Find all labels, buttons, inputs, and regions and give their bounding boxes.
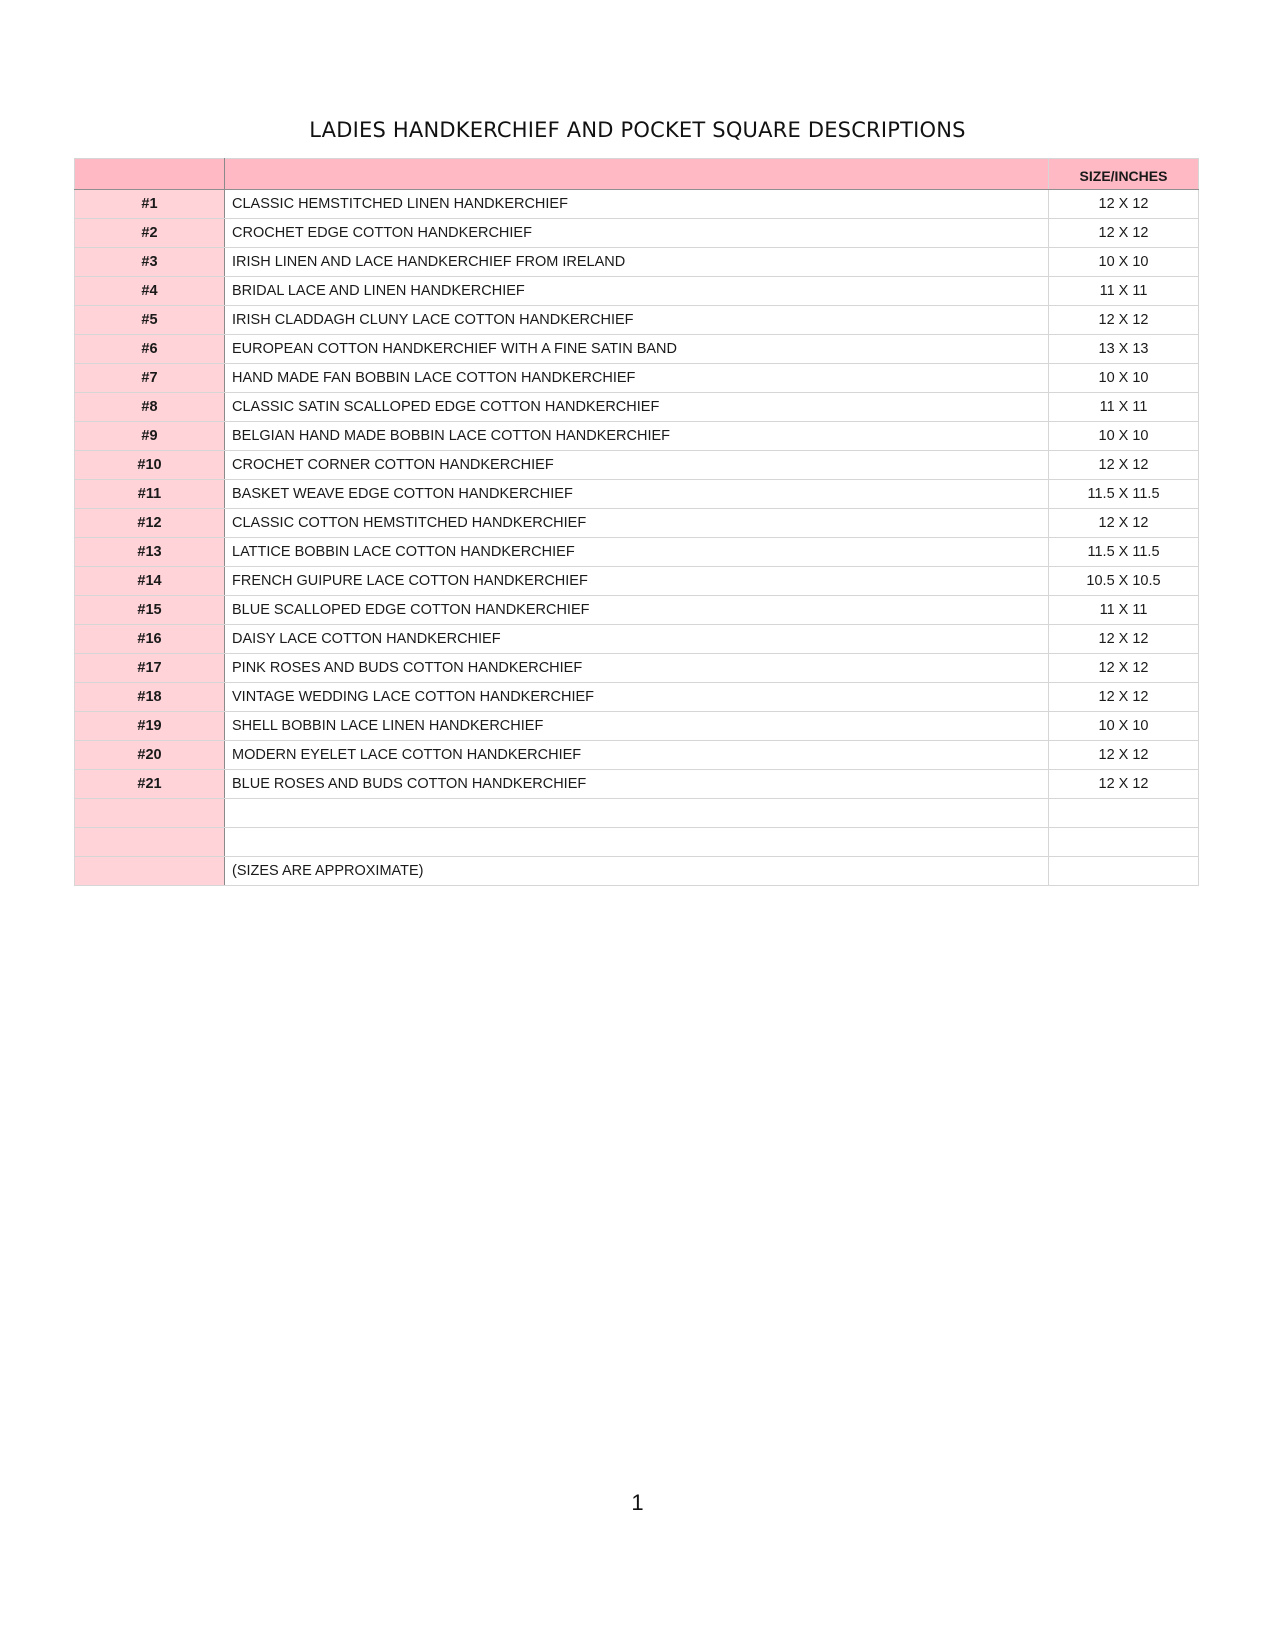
table-row [75,393,1199,422]
item-size-cell: 10 X 10 [1049,248,1199,277]
table-row [75,422,1199,451]
table-row [75,596,1199,625]
table-row [75,567,1199,596]
item-number-cell: #2 [75,219,225,248]
table-header [75,159,1199,190]
item-number-cell: #12 [75,509,225,538]
item-number-cell: #16 [75,625,225,654]
item-size-cell: 10 X 10 [1049,422,1199,451]
item-description-cell: BLUE SCALLOPED EDGE COTTON HANDKERCHIEF [225,596,1049,625]
item-description-cell: IRISH LINEN AND LACE HANDKERCHIEF FROM IRELAND [225,248,1049,277]
item-description-cell: LATTICE BOBBIN LACE COTTON HANDKERCHIEF [225,538,1049,567]
item-number-cell: #21 [75,770,225,799]
table-row [75,654,1199,683]
item-number-cell: #7 [75,364,225,393]
item-description-cell: BASKET WEAVE EDGE COTTON HANDKERCHIEF [225,480,1049,509]
table-row [75,770,1199,799]
item-number-cell: #19 [75,712,225,741]
item-description-cell: DAISY LACE COTTON HANDKERCHIEF [225,625,1049,654]
item-description-cell [225,799,1049,828]
item-description-cell: CLASSIC COTTON HEMSTITCHED HANDKERCHIEF [225,509,1049,538]
item-number-cell: #15 [75,596,225,625]
table-row [75,712,1199,741]
item-size-cell [1049,857,1199,886]
item-size-cell: 10 X 10 [1049,712,1199,741]
item-description-cell: BLUE ROSES AND BUDS COTTON HANDKERCHIEF [225,770,1049,799]
item-size-cell: 12 X 12 [1049,654,1199,683]
item-description-cell: IRISH CLADDAGH CLUNY LACE COTTON HANDKERCHIEF [225,306,1049,335]
item-number-cell [75,857,225,886]
table-row [75,306,1199,335]
item-description-cell [225,828,1049,857]
item-number-cell: #4 [75,277,225,306]
item-number-cell: #11 [75,480,225,509]
item-description-cell: BELGIAN HAND MADE BOBBIN LACE COTTON HANDKERCHIEF [225,422,1049,451]
item-number-cell: #5 [75,306,225,335]
table-row [75,828,1199,857]
table-body [75,190,1199,886]
item-description-cell: CLASSIC HEMSTITCHED LINEN HANDKERCHIEF [225,190,1049,219]
item-description-cell: EUROPEAN COTTON HANDKERCHIEF WITH A FINE SATIN BAND [225,335,1049,364]
handkerchief-table [74,158,1199,886]
item-size-cell: 12 X 12 [1049,219,1199,248]
item-size-cell: 12 X 12 [1049,306,1199,335]
item-size-cell: 11 X 11 [1049,393,1199,422]
item-size-cell: 11.5 X 11.5 [1049,538,1199,567]
item-description-cell: HAND MADE FAN BOBBIN LACE COTTON HANDKERCHIEF [225,364,1049,393]
page-number: 1 [631,1490,644,1515]
item-description-cell: VINTAGE WEDDING LACE COTTON HANDKERCHIEF [225,683,1049,712]
table-row [75,364,1199,393]
item-number-cell: #18 [75,683,225,712]
item-number-cell: #8 [75,393,225,422]
item-size-cell: 12 X 12 [1049,190,1199,219]
item-size-cell: 10 X 10 [1049,364,1199,393]
item-size-cell: 12 X 12 [1049,683,1199,712]
table-row [75,335,1199,364]
item-size-cell: 12 X 12 [1049,509,1199,538]
table-row [75,277,1199,306]
item-description-cell: CROCHET CORNER COTTON HANDKERCHIEF [225,451,1049,480]
table-row [75,857,1199,886]
item-size-cell [1049,799,1199,828]
item-size-cell [1049,828,1199,857]
item-size-cell: 11 X 11 [1049,277,1199,306]
header-description-cell [225,159,1049,190]
item-description-cell: SHELL BOBBIN LACE LINEN HANDKERCHIEF [225,712,1049,741]
header-number-cell [75,159,225,190]
item-size-cell: 12 X 12 [1049,625,1199,654]
item-size-cell: 12 X 12 [1049,451,1199,480]
item-number-cell: #20 [75,741,225,770]
item-number-cell: #9 [75,422,225,451]
header-row [75,159,1199,190]
item-size-cell: 11 X 11 [1049,596,1199,625]
item-description-cell: (SIZES ARE APPROXIMATE) [225,857,1049,886]
table-row [75,741,1199,770]
header-size-cell: SIZE/INCHES [1049,159,1199,190]
table-row [75,683,1199,712]
item-number-cell [75,828,225,857]
item-number-cell: #17 [75,654,225,683]
item-number-cell [75,799,225,828]
table-row [75,538,1199,567]
table-row [75,190,1199,219]
table-row [75,625,1199,654]
table-row [75,799,1199,828]
item-description-cell: BRIDAL LACE AND LINEN HANDKERCHIEF [225,277,1049,306]
item-number-cell: #6 [75,335,225,364]
item-number-cell: #1 [75,190,225,219]
table-row [75,451,1199,480]
table-row [75,480,1199,509]
table-row [75,219,1199,248]
item-description-cell: MODERN EYELET LACE COTTON HANDKERCHIEF [225,741,1049,770]
item-size-cell: 11.5 X 11.5 [1049,480,1199,509]
table-row [75,248,1199,277]
item-size-cell: 12 X 12 [1049,741,1199,770]
item-number-cell: #13 [75,538,225,567]
item-description-cell: CLASSIC SATIN SCALLOPED EDGE COTTON HANDKERCHIEF [225,393,1049,422]
item-number-cell: #10 [75,451,225,480]
item-number-cell: #3 [75,248,225,277]
item-description-cell: CROCHET EDGE COTTON HANDKERCHIEF [225,219,1049,248]
item-description-cell: FRENCH GUIPURE LACE COTTON HANDKERCHIEF [225,567,1049,596]
table-row [75,509,1199,538]
item-number-cell: #14 [75,567,225,596]
item-size-cell: 12 X 12 [1049,770,1199,799]
item-description-cell: PINK ROSES AND BUDS COTTON HANDKERCHIEF [225,654,1049,683]
item-size-cell: 13 X 13 [1049,335,1199,364]
item-size-cell: 10.5 X 10.5 [1049,567,1199,596]
document-title: LADIES HANDKERCHIEF AND POCKET SQUARE DESCRIPTIONS [309,118,966,142]
